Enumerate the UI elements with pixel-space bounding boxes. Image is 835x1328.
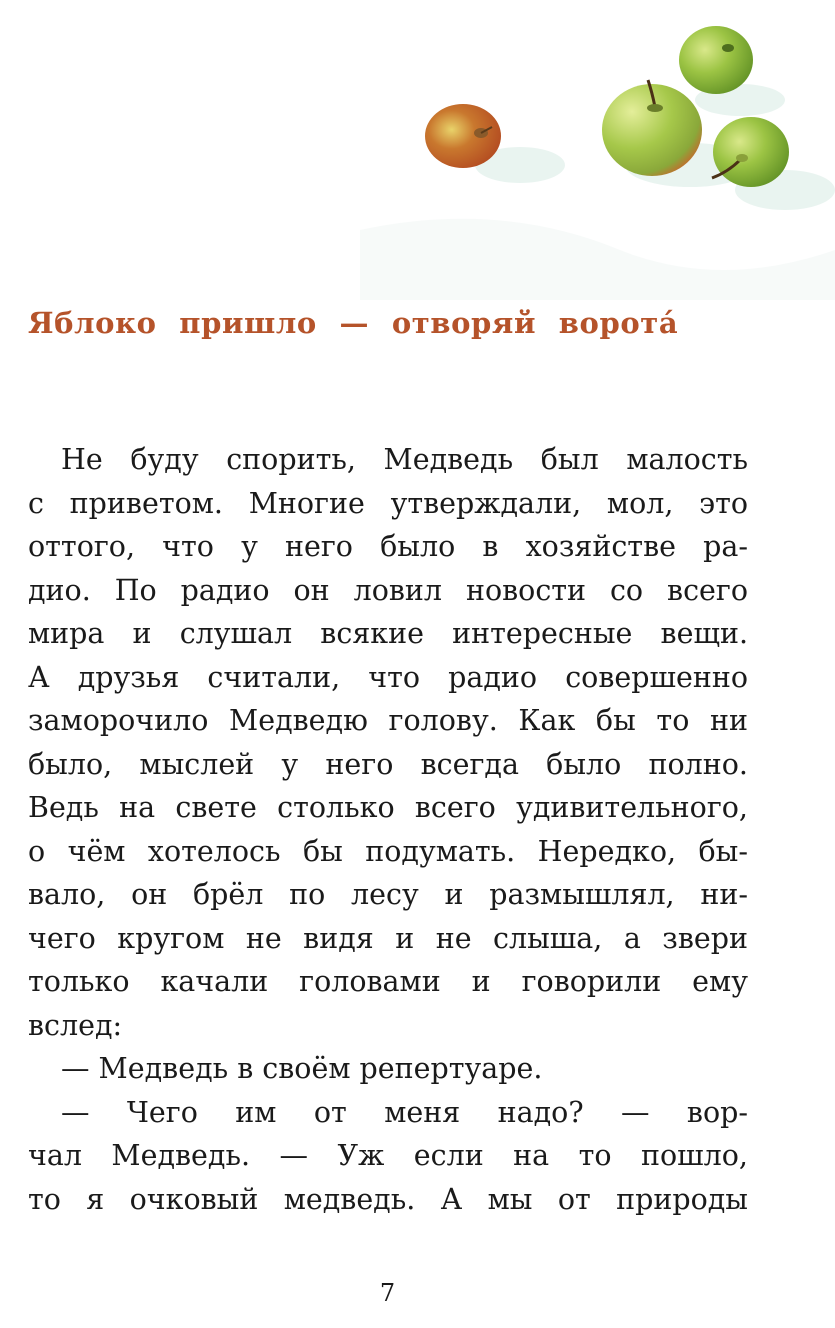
page-number: 7: [379, 1279, 396, 1307]
text-line: оттого, что у него было в хозяйстве ра-: [28, 530, 748, 563]
apple-icon: [679, 26, 753, 94]
text-line: чего кругом не видя и не слыша, а звери: [28, 921, 748, 955]
text-line: с приветом. Многие утверждали, мол, это: [28, 486, 748, 520]
text-line: чал Медведь. — Уж если на то пошло,: [28, 1139, 748, 1172]
apple-icon: [602, 80, 702, 176]
text-line: о чём хотелось бы подумать. Нередко, бы-: [28, 834, 748, 868]
dialogue-line: — Медведь в своём репертуаре.: [61, 1052, 543, 1085]
text-line: вслед:: [28, 1008, 123, 1042]
text-line: мира и слушал всякие интересные вещи.: [28, 617, 748, 650]
chapter-title: Яблоко пришло — отворяй ворота́: [28, 306, 679, 340]
text-line: Ведь на свете столько всего удивительного,: [28, 791, 748, 824]
text-line: А друзья считали, что радио совершенно: [28, 660, 748, 694]
body-text: [28, 438, 748, 1221]
text-line: заморочило Медведю голову. Как бы то ни: [28, 704, 748, 737]
dialogue-line: — Чего им от меня надо? — вор-: [61, 1095, 748, 1129]
apples-illustration: [330, 0, 835, 300]
text-line: вало, он брёл по лесу и размышлял, ни-: [28, 878, 748, 911]
text-line: только качали головами и говорили ему: [28, 965, 748, 998]
text-line: Не буду спорить, Медведь был малость: [61, 443, 748, 476]
text-line: то я очковый медведь. А мы от природы: [28, 1182, 748, 1216]
text-line: было, мыслей у него всегда было полно.: [28, 747, 748, 781]
apple-icon: [425, 104, 501, 168]
text-line: дио. По радио он ловил новости со всего: [28, 573, 748, 607]
